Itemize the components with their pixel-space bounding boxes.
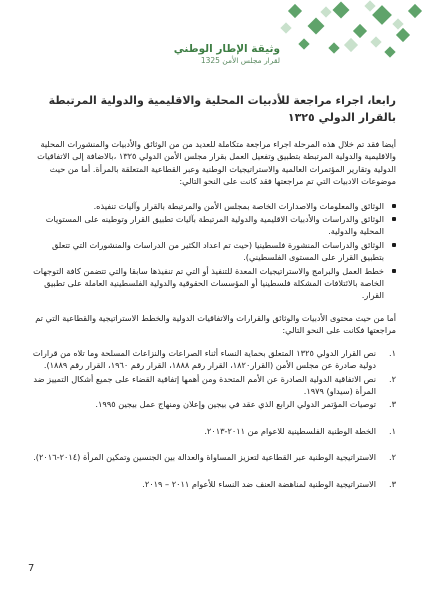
list-item <box>32 239 396 264</box>
reviewed-documents-list <box>32 347 396 490</box>
bullet-icon <box>392 269 396 273</box>
item-text: نص القرار الدولي ١٣٢٥ المتعلق بحماية النساء أثناء الصراعات والنزاعات المسلحة وما تلاه من قرارات دولية صادرة عن مجلس الأمن (القرار١٨٢٠، القرار رقم ١٨٨٨، القرار رقم ١٩٦٠، القرار رقم ١٨٨٩). <box>32 347 376 371</box>
numbered-item <box>32 347 396 372</box>
literature-topics-list <box>32 200 396 302</box>
item-number: ٣. <box>388 478 396 489</box>
list-item-text: الوثائق والدراسات والأدبيات الاقليمية والدولية المرتبطة بآليات تطبيق القرار وتوطينه على المستويات المحلية والدولية. <box>45 214 384 237</box>
bullet-icon <box>392 204 396 208</box>
numbered-item <box>32 425 396 437</box>
item-text: نص الاتفاقية الدولية الصادرة عن الأمم المتحدة ومن أهمها إتفاقية القضاء على جميع أشكال التمييز ضد المرأة (سيداو) ١٩٧٩. <box>33 373 376 396</box>
item-number: ٣. <box>388 399 396 410</box>
document-title: وثيقة الإطار الوطني <box>173 43 280 55</box>
content-intro-paragraph: أما من حيث محتوى الأدبيات والوثائق والقرارات والاتفاقيات الدولية والخطط الاستراتيجية والقطاعية التي تم مراجعتها فكانت على النحو التالي: <box>35 312 396 336</box>
document-subtitle: لقرار مجلس الأمن 1325 <box>200 56 280 65</box>
list-item-text: خطط العمل والبرامج والاستراتيجيات المعدة للتنفيذ أو التي تم تنفيذها سابقا والتي تتضمن كافة التوجهات الخاصة بالائتلافات المشكلة فلسطينيا أو المؤسسات الحقوقية والدولية الفلسطينية العاملة على تطبيق القرار. <box>33 265 384 301</box>
numbered-item <box>32 373 396 398</box>
item-number: ١. <box>388 425 396 436</box>
list-item <box>32 265 396 302</box>
document-header <box>174 42 280 66</box>
list-item <box>32 200 396 212</box>
intro-paragraph: أيضا فقد تم خلال هذه المرحلة اجراء مراجعة متكاملة للعديد من من الوثائق والأدبيات والمنشورات المحلية والاقليمية والدولية المرتبطة بتطبيق وتفعيل العمل بقرار مجلس الأمن الدولي ١٣٢٥ ،بالاضافة إلى الاتفاقيات الدولية وتقارير المؤتمرات العالمية والاستراتيجيات الوطنية وعبر القطاعية المتعلقة بالمرأة. أما من حيث موضوعات الادبيات التي تم مراجعتها فقد كانت على النحو التالي: <box>37 139 396 187</box>
item-number: ٢. <box>388 373 396 384</box>
item-number: ٢. <box>388 452 396 463</box>
item-text: الاستراتيجية الوطنية لمناهضة العنف ضد النساء للأعوام ٢٠١١ – ٢٠١٩. <box>142 478 376 489</box>
list-item-text: الوثائق والدراسات المنشورة فلسطينيا (حيث تم اعداد الكثير من الدراسات والمنشورات التي تتعلق بتطبيق القرار على المستوى الفلسطيني). <box>51 239 384 263</box>
bullet-icon <box>392 243 396 247</box>
page-content <box>32 92 396 491</box>
numbered-item <box>32 478 396 490</box>
numbered-item <box>32 398 396 410</box>
list-item-text: الوثائق والمعلومات والاصدارات الخاصة بمجلس الأمن والمرتبطة بالقرار وآليات تنفيذه. <box>93 200 384 211</box>
item-number: ١. <box>388 347 396 358</box>
bullet-icon <box>392 217 396 221</box>
numbered-item <box>32 451 396 463</box>
page-number: 7 <box>28 563 35 574</box>
item-text: توصيات المؤتمر الدولي الرابع الذي عقد في بيجين وإعلان ومنهاج عمل بيجين ١٩٩٥. <box>95 399 376 410</box>
item-text: الاستراتيجية الوطنية عبر القطاعية لتعزيز المساواة والعدالة بين الجنسين وتمكين المرأة (٢٠١٤-٢٠١٦). <box>33 452 376 463</box>
item-text: الخطة الوطنية الفلسطينية للاعوام من ٢٠١١-٢٠١٣. <box>204 425 376 436</box>
list-item <box>32 213 396 238</box>
section-heading: رابعا، اجراء مراجعة للأدبيات المحلية والاقليمية والدولية المرتبطة بالقرار الدولي ١٣٢٥ <box>48 94 396 124</box>
